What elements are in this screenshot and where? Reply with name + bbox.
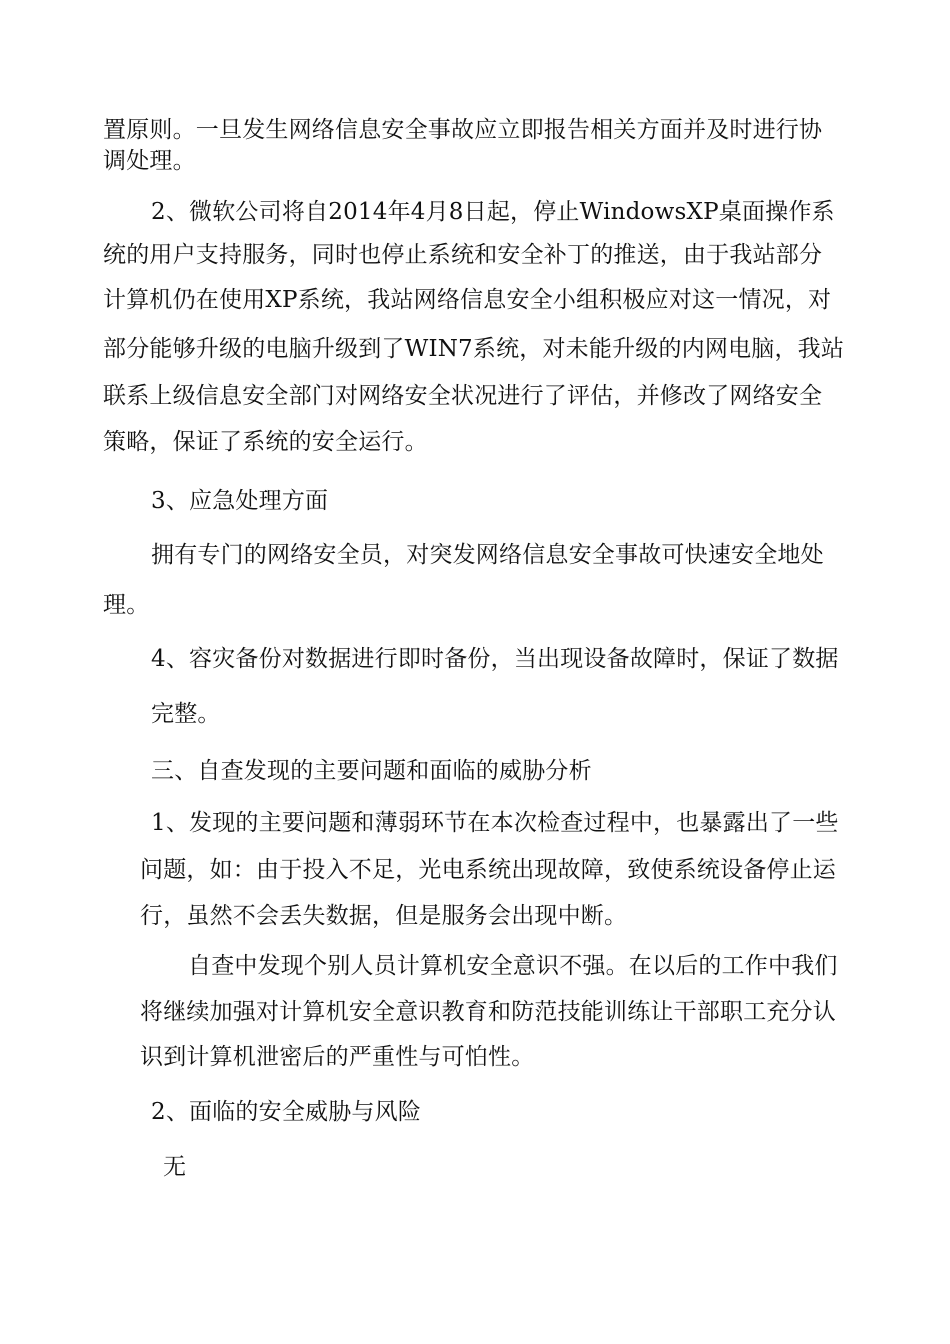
paragraph-line: 策略，保证了系统的安全运行。 (103, 429, 428, 455)
paragraph-line: 自查中发现个别人员计算机安全意识不强。在以后的工作中我们 (188, 953, 838, 979)
paragraph-line: 调处理。 (103, 148, 196, 174)
section-heading: 2、面临的安全威胁与风险 (151, 1099, 422, 1125)
paragraph-line: 行，虽然不会丢失数据，但是服务会出现中断。 (140, 903, 628, 929)
section-heading: 三、自查发现的主要问题和面临的威胁分析 (151, 758, 592, 784)
paragraph-line: 识到计算机泄密后的严重性与可怕性。 (140, 1044, 535, 1070)
paragraph-line: 4、容灾备份对数据进行即时备份，当出现设备故障时，保证了数据 (151, 646, 839, 672)
paragraph-line: 拥有专门的网络安全员，对突发网络信息安全事故可快速安全地处 (151, 542, 824, 568)
paragraph-line: 完整。 (151, 701, 221, 727)
paragraph-line: 将继续加强对计算机安全意识教育和防范技能训练让干部职工充分认 (140, 999, 836, 1025)
paragraph-line: 置原则。一旦发生网络信息安全事故应立即报告相关方面并及时进行协 (103, 117, 823, 143)
paragraph-line: 统的用户支持服务，同时也停止系统和安全补丁的推送，由于我站部分 (103, 242, 823, 268)
paragraph-line: 理。 (103, 592, 150, 618)
section-heading: 3、应急处理方面 (151, 488, 329, 514)
paragraph-line: 问题，如：由于投入不足，光电系统出现故障，致使系统设备停止运 (140, 857, 836, 883)
paragraph-line: 2、微软公司将自2014年4月8日起，停止WindowsXP桌面操作系 (151, 199, 835, 225)
paragraph-line: 部分能够升级的电脑升级到了WIN7系统，对未能升级的内网电脑，我站 (103, 336, 845, 362)
paragraph-line: 1、发现的主要问题和薄弱环节在本次检查过程中，也暴露出了一些 (151, 810, 839, 836)
paragraph-line: 联系上级信息安全部门对网络安全状况进行了评估，并修改了网络安全 (103, 383, 823, 409)
paragraph-line: 无 (163, 1154, 187, 1180)
paragraph-line: 计算机仍在使用XP系统，我站网络信息安全小组积极应对这一情况，对 (103, 287, 832, 313)
